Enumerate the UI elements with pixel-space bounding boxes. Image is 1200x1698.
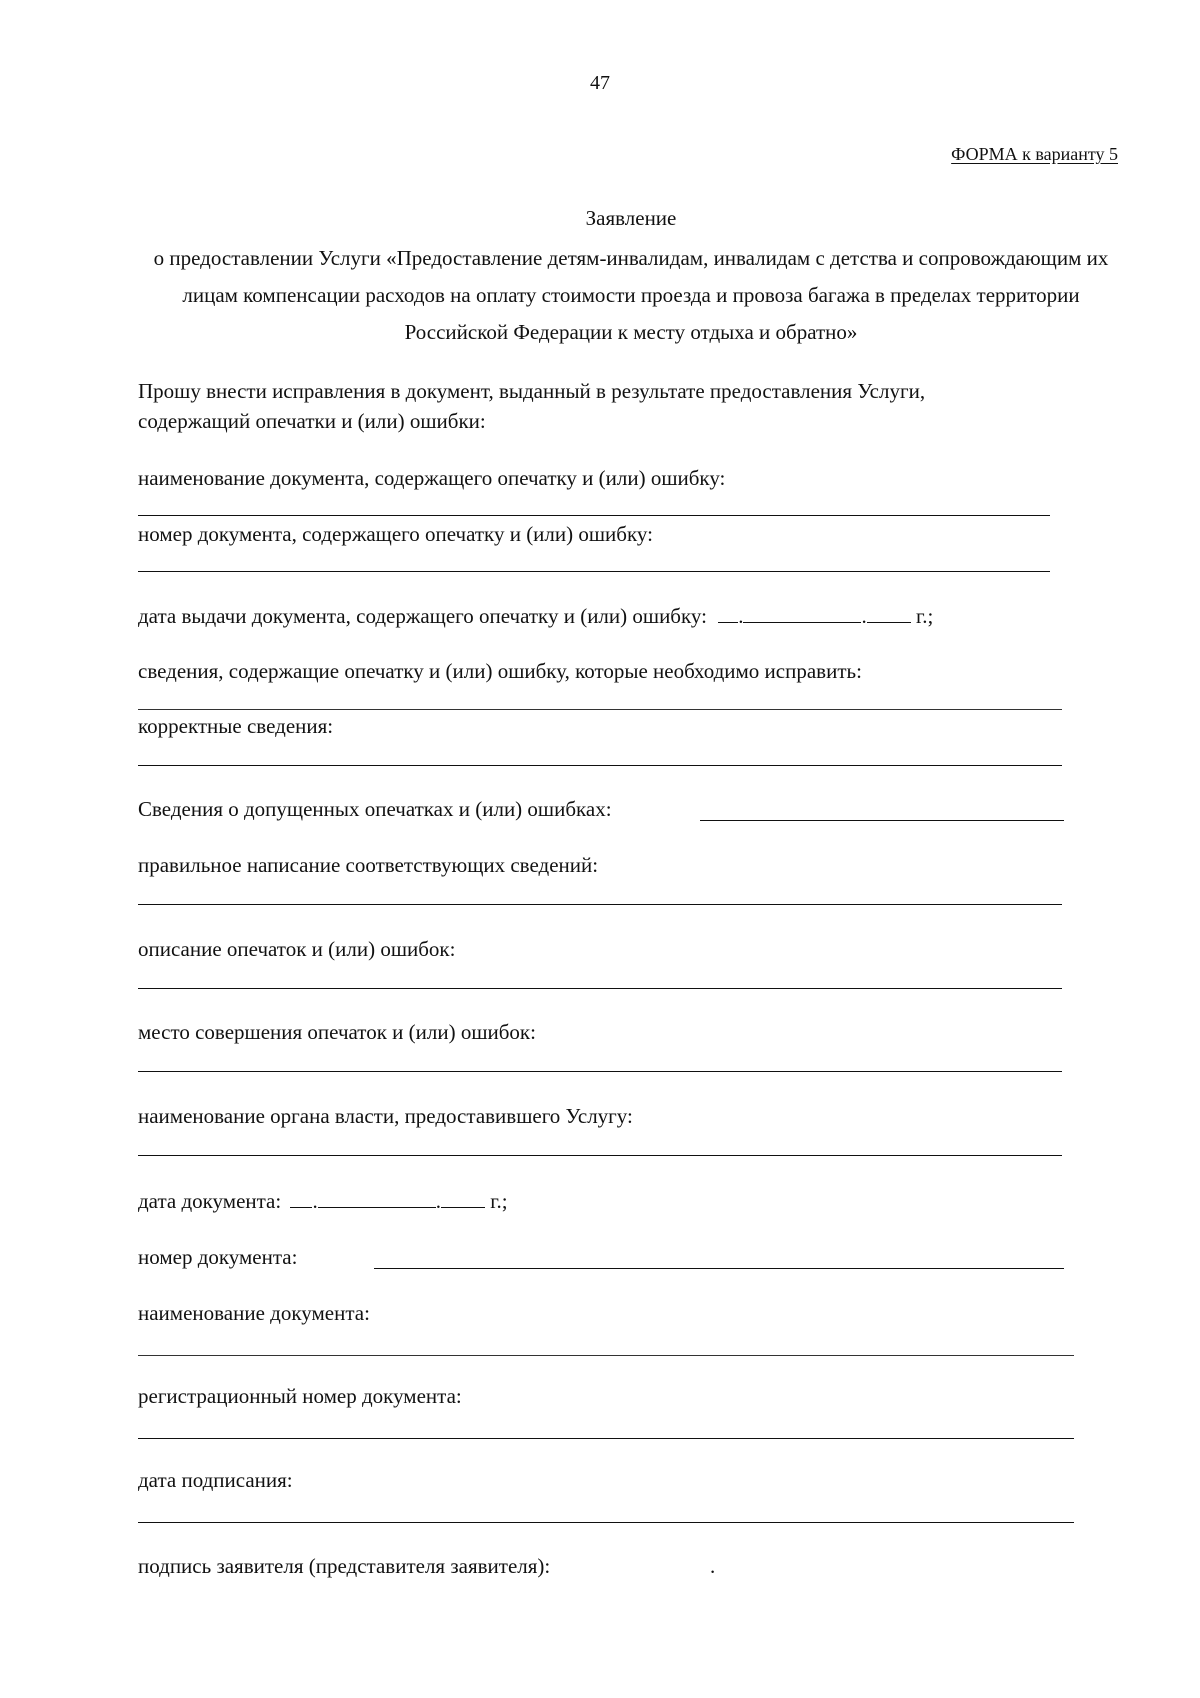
intro-text: Прошу внести исправления в документ, выданный в результате предоставления Услуги, bbox=[138, 379, 926, 403]
label-signing-date: дата подписания: bbox=[138, 1468, 293, 1492]
label-document-name: наименование документа: bbox=[138, 1301, 370, 1325]
input-line-errors-description[interactable] bbox=[138, 988, 1062, 989]
document-title: Заявление bbox=[585, 206, 677, 230]
month-blank[interactable] bbox=[743, 604, 861, 623]
signature-end-mark: . bbox=[710, 1554, 716, 1578]
label-correct-spelling: правильное написание соответствующих сведений: bbox=[138, 853, 599, 877]
year-blank[interactable] bbox=[441, 1189, 485, 1208]
label-errors-info: Сведения о допущенных опечатках и (или) ошибках: bbox=[138, 797, 612, 821]
year-blank[interactable] bbox=[867, 604, 911, 623]
label-document-number: номер документа: bbox=[138, 1245, 298, 1269]
label-authority-name: наименование органа власти, предоставившего Услугу: bbox=[138, 1104, 633, 1128]
label-registration-number: регистрационный номер документа: bbox=[138, 1384, 462, 1408]
day-blank[interactable] bbox=[718, 604, 738, 623]
date-separator: . bbox=[738, 604, 744, 628]
label-doc-date-with-error bbox=[138, 604, 933, 629]
date-separator: . bbox=[435, 1189, 441, 1213]
document-date-text: дата документа: bbox=[138, 1189, 282, 1213]
date-separator: . bbox=[861, 604, 867, 628]
year-suffix: г.; bbox=[490, 1189, 508, 1213]
input-line-registration-number[interactable] bbox=[138, 1438, 1074, 1439]
input-line-signing-date[interactable] bbox=[138, 1522, 1074, 1523]
label-doc-number-with-error: номер документа, содержащего опечатку и (или) ошибку: bbox=[138, 522, 653, 546]
form-reference: ФОРМА к варианту 5 bbox=[951, 144, 1118, 164]
label-correct-info: корректные сведения: bbox=[138, 714, 334, 738]
input-line-erroneous-info[interactable] bbox=[138, 709, 1062, 710]
input-line-authority-name[interactable] bbox=[138, 1155, 1062, 1156]
page-number: 47 bbox=[590, 72, 610, 94]
label-applicant-signature: подпись заявителя (представителя заявителя): bbox=[138, 1554, 551, 1578]
input-line-correct-spelling[interactable] bbox=[138, 904, 1062, 905]
input-line-doc-number-with-error[interactable] bbox=[138, 571, 1050, 572]
label-doc-name-with-error: наименование документа, содержащего опечатку и (или) ошибку: bbox=[138, 466, 726, 490]
input-line-document-name[interactable] bbox=[138, 1355, 1074, 1356]
input-line-errors-info[interactable] bbox=[700, 820, 1064, 821]
date-separator: . bbox=[312, 1189, 318, 1213]
input-line-document-number[interactable] bbox=[374, 1268, 1064, 1269]
input-line-errors-place[interactable] bbox=[138, 1071, 1062, 1072]
doc-date-with-error-text: дата выдачи документа, содержащего опечатку и (или) ошибку: bbox=[138, 604, 707, 628]
document-subtitle: о предоставлении Услуги «Предоставление детям-инвалидам, инвалидам с детства и сопровождающим их лицам компенсации расходов на оплату стоимости проезда и провоза багажа в пределах территории Российской Федерации к месту отдыха и обратно» bbox=[153, 246, 1109, 344]
label-errors-description: описание опечаток и (или) ошибок: bbox=[138, 937, 456, 961]
label-document-date bbox=[138, 1189, 508, 1214]
label-errors-place: место совершения опечаток и (или) ошибок: bbox=[138, 1020, 536, 1044]
year-suffix: г.; bbox=[915, 604, 934, 628]
month-blank[interactable] bbox=[318, 1189, 436, 1208]
day-blank[interactable] bbox=[290, 1189, 312, 1208]
intro-text-2: содержащий опечатки и (или) ошибки: bbox=[138, 409, 486, 433]
input-line-correct-info[interactable] bbox=[138, 765, 1062, 766]
input-line-doc-name-with-error[interactable] bbox=[138, 515, 1050, 516]
label-erroneous-info: сведения, содержащие опечатку и (или) ошибку, которые необходимо исправить: bbox=[138, 659, 862, 683]
